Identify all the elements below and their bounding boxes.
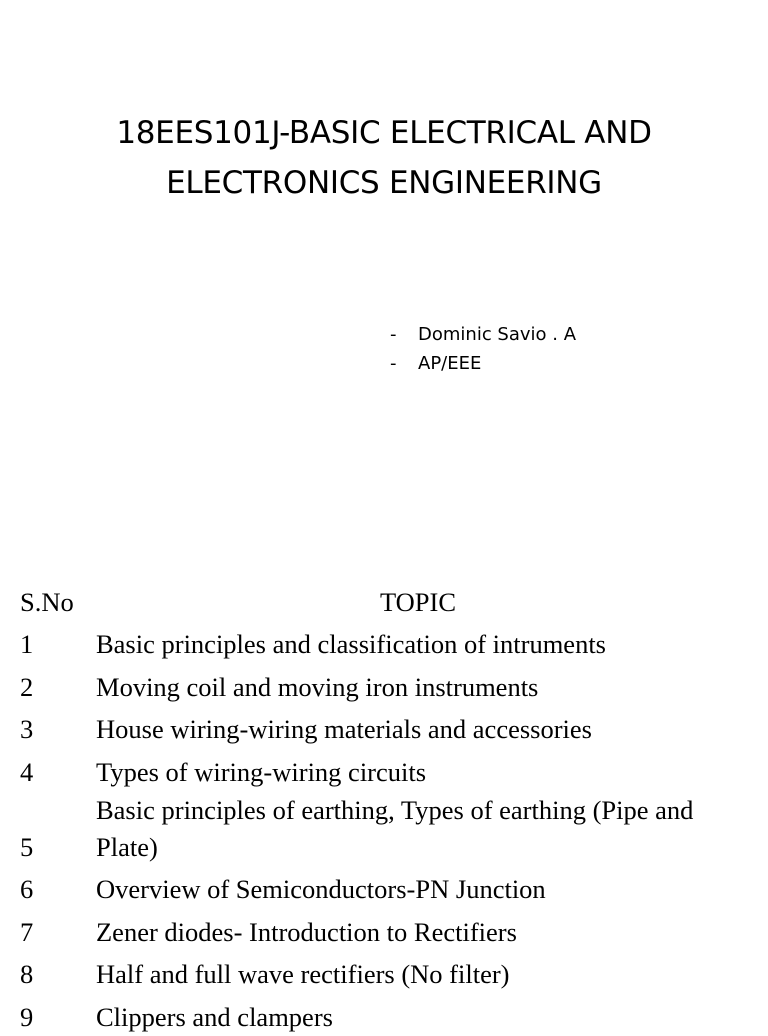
table-row: [20, 791, 740, 866]
row-sno: 3: [20, 714, 34, 744]
column-header-sno: S.No: [20, 586, 74, 617]
table-row: [20, 951, 740, 994]
bullet-dash: -: [390, 353, 397, 374]
row-topic: Clippers and clampers: [96, 1001, 333, 1032]
author-name-text: Dominic Savio . A: [418, 324, 577, 345]
author-designation-text: AP/EEE: [418, 353, 482, 374]
row-topic: Zener diodes- Introduction to Rectifiers: [96, 916, 517, 947]
row-sno: 6: [20, 874, 34, 904]
column-header-topic: TOPIC: [379, 586, 457, 617]
row-sno: 5: [20, 831, 34, 862]
table-row: [20, 706, 740, 749]
row-topic: Basic principles of earthing, Types of earthing (Pipe and Plate): [96, 794, 694, 862]
row-sno: 2: [20, 671, 34, 702]
table-row: [20, 621, 740, 664]
row-sno: 9: [20, 1001, 34, 1032]
table-row: [20, 866, 740, 909]
row-topic: Types of wiring-wiring circuits: [96, 756, 427, 787]
author-list: [388, 320, 576, 378]
table-row: [20, 663, 740, 706]
row-sno: 1: [20, 629, 34, 659]
row-topic: House wiring-wiring materials and accessories: [96, 714, 592, 744]
table-row: [20, 993, 740, 1036]
author-designation: [388, 349, 576, 378]
row-topic: Half and full wave rectifiers (No filter): [96, 959, 510, 989]
bullet-dash: -: [390, 324, 397, 345]
author-name: [388, 320, 576, 349]
row-topic: Basic principles and classification of intruments: [96, 629, 606, 659]
row-sno: 8: [20, 959, 34, 989]
row-sno: 7: [20, 916, 34, 947]
title-line-2: ELECTRONICS ENGINEERING: [166, 165, 602, 201]
table-header-row: [20, 578, 740, 621]
row-topic: Moving coil and moving iron instruments: [96, 671, 539, 702]
topic-table: [20, 578, 740, 1036]
table-row: [20, 748, 740, 791]
row-sno: 4: [20, 756, 34, 787]
row-topic: Overview of Semiconductors-PN Junction: [96, 874, 546, 904]
title-line-1: 18EES101J-BASIC ELECTRICAL AND: [116, 115, 652, 151]
slide-title: [0, 108, 768, 208]
table-row: [20, 908, 740, 951]
